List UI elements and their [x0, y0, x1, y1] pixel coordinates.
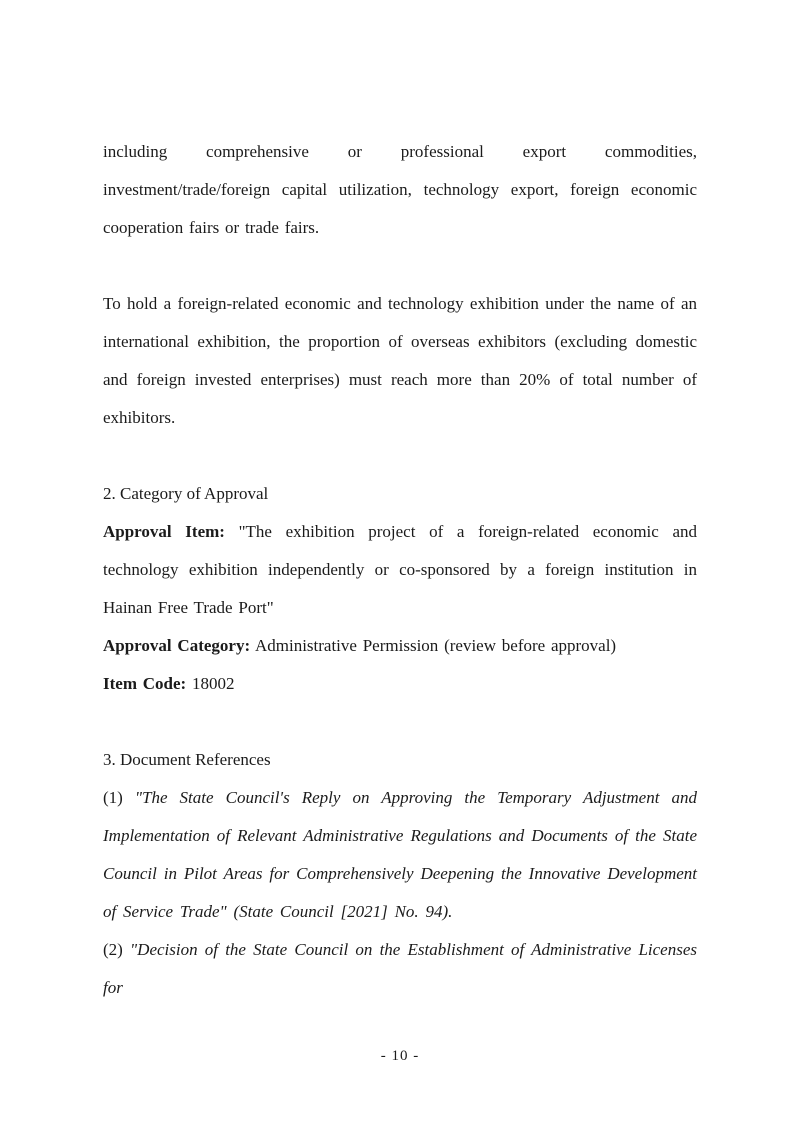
- approval-category-text: Administrative Permission (review before approval): [254, 636, 617, 655]
- paragraph-approval-item: [103, 513, 697, 627]
- section-heading-category-of-approval: 2. Category of Approval: [103, 484, 269, 503]
- document-content: [103, 133, 697, 1007]
- reference-1-number: (1): [103, 788, 123, 807]
- reference-2-title: "Decision of the State Council on the Establishment of Administrative Licenses for: [103, 940, 697, 997]
- paragraph-overseas-exhibitor-requirement: To hold a foreign-related economic and technology exhibition under the name of an international exhibition, the proportion of overseas exhibitors (excluding domestic and foreign invested enterprises) must reach more than 20% of total number of exhibitors.: [103, 294, 697, 427]
- reference-2-number: (2): [103, 940, 123, 959]
- section-heading-document-references: 3. Document References: [103, 750, 271, 769]
- paragraph-item-code: [103, 665, 697, 703]
- page-number: - 10 -: [380, 1048, 420, 1064]
- item-code-label: Item Code:: [103, 674, 187, 693]
- paragraph-scope-intro: including comprehensive or professional export commodities, investment/trade/foreign capital utilization, technology export, foreign economic cooperation fairs or trade fairs.: [103, 142, 697, 237]
- reference-item-1: [103, 779, 697, 931]
- item-code-text: 18002: [191, 674, 235, 693]
- reference-1-title: "The State Council's Reply on Approving the Temporary Adjustment and Implementation of Relevant Administrative Regulations and Documents of the State Council in Pilot Areas for Comprehensively Deepening the Innovative Development of Service Trade" (State Council [2021] No. 94).: [103, 788, 697, 921]
- approval-item-text: "The exhibition project of a foreign-related economic and technology exhibition independently or co-sponsored by a foreign institution in Hainan Free Trade Port": [103, 522, 698, 617]
- paragraph-approval-category: [103, 627, 697, 665]
- reference-item-2: [103, 931, 697, 1007]
- approval-item-label: Approval Item:: [103, 522, 225, 541]
- approval-category-label: Approval Category:: [103, 636, 251, 655]
